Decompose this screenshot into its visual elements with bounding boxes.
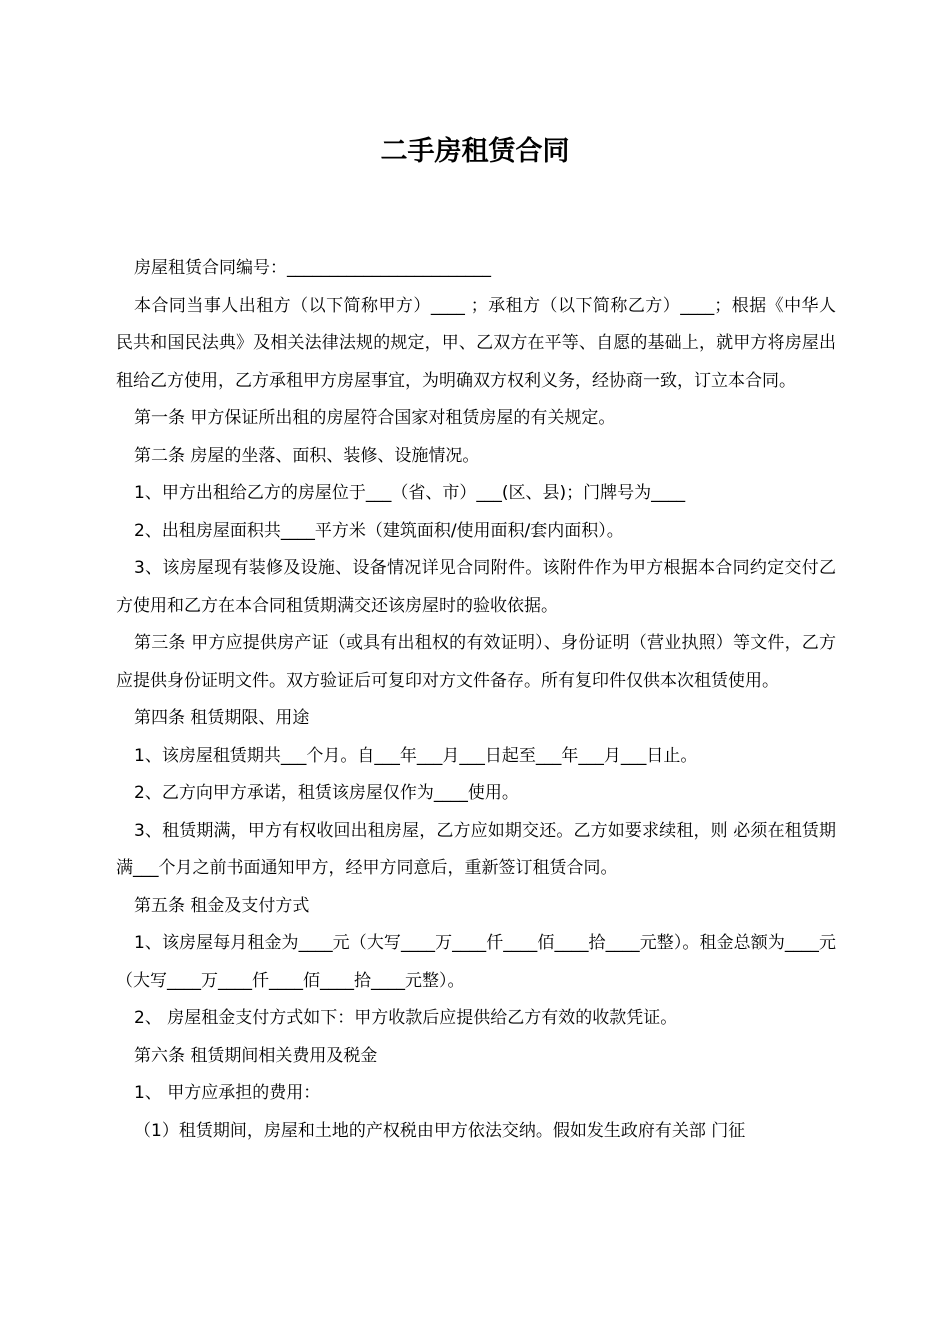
article-2-item-1: 1、甲方出租给乙方的房屋位于___（省、市）___(区、县)；门牌号为____ [134,483,686,503]
document-body [116,250,836,1150]
article-1: 第一条 甲方保证所出租的房屋符合国家对租赁房屋的有关规定。 [134,408,616,428]
article-4-item-1: 1、该房屋租赁期共___个月。自___年___月___日起至___年___月___日止。 [134,745,698,766]
article-6-item-1-sub-1: （1）租赁期间，房屋和土地的产权税由甲方依法交纳。假如发生政府有关部 门征 [134,1120,746,1141]
article-3: 第三条 甲方应提供房产证（或具有出租权的有效证明）、身份证明（营业执照）等文件，乙方应提供身份证明文件。双方验证后可复印对方文件备存。所有复印件仅供本次租赁使用。 [116,633,836,691]
article-2-item-3: 3、该房屋现有装修及设施、设备情况详见合同附件。该附件作为甲方根据本合同约定交付乙方使用和乙方在本合同租赁期满交还该房屋时的验收依据。 [116,558,836,616]
article-4-item-3: 3、租赁期满，甲方有权收回出租房屋，乙方应如期交还。乙方如要求续租，则 必须在租赁期满___个月之前书面通知甲方，经甲方同意后，重新签订租赁合同。 [116,820,836,878]
preamble-paragraph: 本合同当事人出租方（以下简称甲方）____ ；承租方（以下简称乙方）____；根据《中华人民共和国民法典》及相关法律法规的规定，甲、乙双方在平等、自愿的基础上，就甲方将房屋出租给乙方使用，乙方承租甲方房屋事宜，为明确双方权利义务，经协商一致，订立本合同。 [116,295,836,391]
article-5-heading: 第五条 租金及支付方式 [134,895,310,916]
article-2-item-2: 2、出租房屋面积共____平方米（建筑面积/使用面积/套内面积）。 [134,520,624,541]
article-6-item-1: 1、 甲方应承担的费用： [134,1083,321,1103]
document-title: 二手房租赁合同 [380,136,570,167]
article-4-item-2: 2、乙方向甲方承诺，租赁该房屋仅作为____使用。 [134,783,519,803]
article-5-item-2: 2、 房屋租金支付方式如下：甲方收款后应提供给乙方有效的收款凭证。 [134,1008,678,1028]
contract-number-line: 房屋租赁合同编号：________________________ [134,258,491,278]
article-4-heading: 第四条 租赁期限、用途 [134,708,310,728]
article-6-heading: 第六条 租赁期间相关费用及税金 [134,1045,378,1066]
article-2-heading: 第二条 房屋的坐落、面积、装修、设施情况。 [134,445,480,466]
article-5-item-1: 1、该房屋每月租金为____元（大写____万____仟____佰____拾____元整）。租金总额为____元（大写____万____仟____佰____拾____元整）。 [116,933,836,991]
